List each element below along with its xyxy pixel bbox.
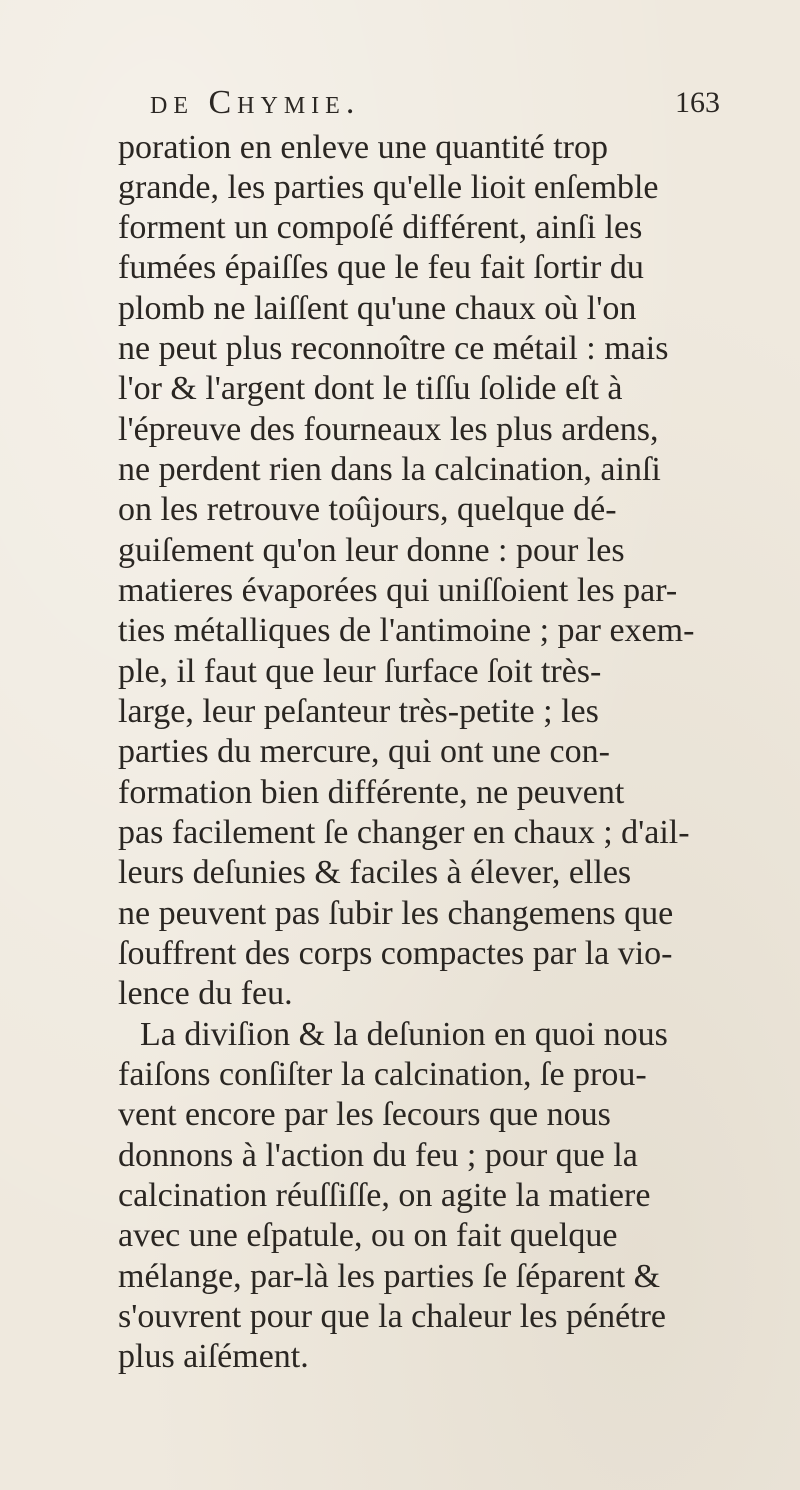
- text-line: poration en enleve une quantité trop: [118, 129, 608, 166]
- text-line: mélange, par-là les parties ſe ſéparent &: [118, 1258, 661, 1295]
- text-line: l'or & l'argent dont le tiſſu ſolide eſt à: [118, 370, 623, 407]
- text-line: ties métalliques de l'antimoine ; par exem-: [118, 612, 695, 649]
- text-line: ple, il faut que leur ſurface ſoit très-: [118, 653, 602, 690]
- text-line: leurs deſunies & faciles à élever, elles: [118, 854, 632, 891]
- text-line: donnons à l'action du feu ; pour que la: [118, 1137, 638, 1174]
- text-line: vent encore par les ſecours que nous: [118, 1096, 611, 1133]
- text-line: ne peut plus reconnoître ce métail : mais: [118, 330, 669, 367]
- text-line: ne perdent rien dans la calcination, ainſi: [118, 451, 661, 488]
- text-line: plomb ne laiſſent qu'une chaux où l'on: [118, 290, 637, 327]
- text-line: avec une eſpatule, ou on fait quelque: [118, 1217, 618, 1254]
- running-title: de Chymie.: [150, 84, 361, 121]
- text-line: guiſement qu'on leur donne : pour les: [118, 532, 625, 569]
- text-line: forment un compoſé différent, ainſi les: [118, 209, 643, 246]
- text-line: grande, les parties qu'elle lioit enſemble: [118, 169, 659, 206]
- text-line: on les retrouve toûjours, quelque dé-: [118, 491, 617, 528]
- text-line: lence du feu.: [118, 975, 293, 1012]
- text-line: matieres évaporées qui uniſſoient les par-: [118, 572, 678, 609]
- text-line: ſouffrent des corps compactes par la vio-: [118, 935, 673, 972]
- text-line: parties du mercure, qui ont une con-: [118, 733, 610, 770]
- text-line: s'ouvrent pour que la chaleur les pénétre: [118, 1298, 667, 1335]
- text-line: fumées épaiſſes que le feu fait ſortir du: [118, 249, 644, 286]
- text-line: faiſons conſiſter la calcination, ſe prou-: [118, 1056, 647, 1093]
- text-line: plus aiſément.: [118, 1338, 309, 1375]
- text-line: ne peuvent pas ſubir les changemens que: [118, 895, 674, 932]
- text-line: La diviſion & la deſunion en quoi nous: [140, 1016, 668, 1053]
- text-line: pas facilement ſe changer en chaux ; d'ail-: [118, 814, 690, 851]
- page-number: 163: [675, 86, 720, 119]
- text-line: formation bien différente, ne peuvent: [118, 774, 625, 811]
- text-line: large, leur peſanteur très-petite ; les: [118, 693, 599, 730]
- text-line: l'épreuve des fourneaux les plus ardens,: [118, 411, 659, 448]
- running-head: [150, 84, 720, 134]
- text-line: calcination réuſſiſſe, on agite la matiere: [118, 1177, 651, 1214]
